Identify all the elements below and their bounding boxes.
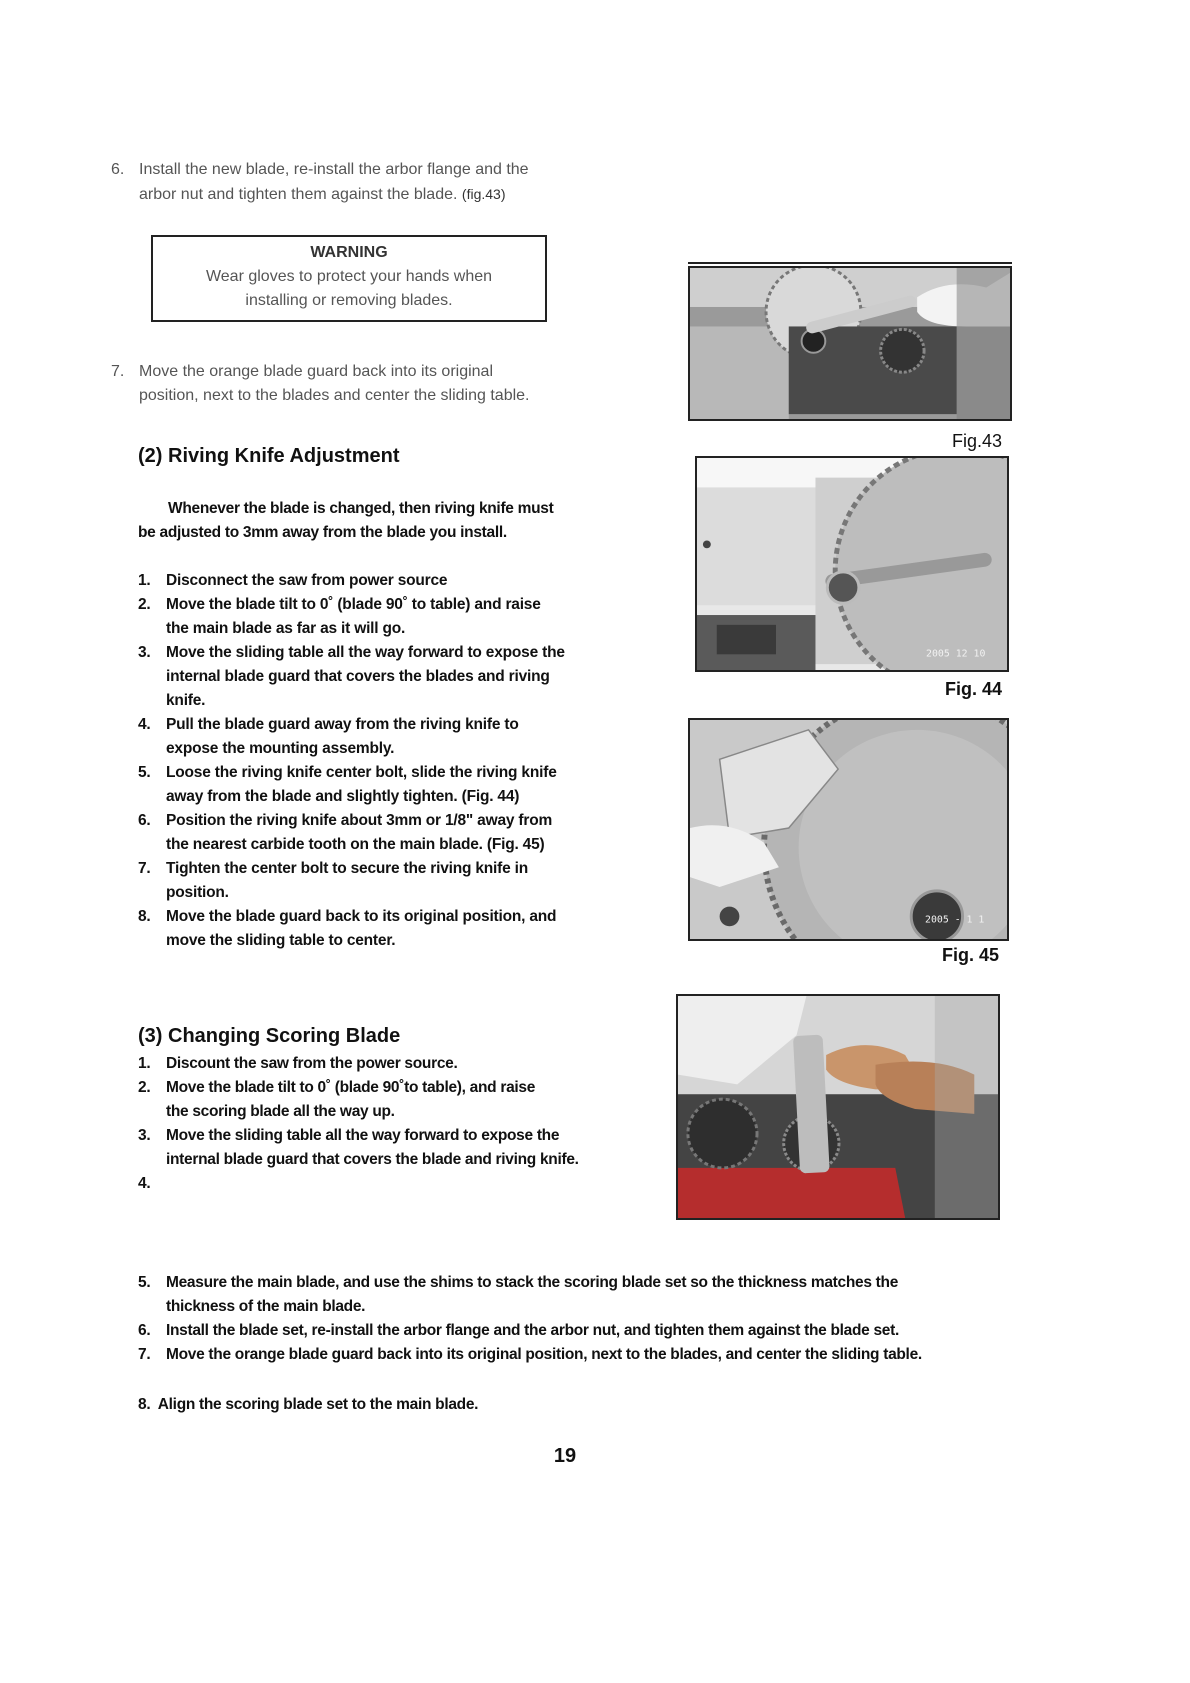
figure-43-photo [688,266,1012,421]
section-heading-scoring: (3) Changing Scoring Blade [138,1025,401,1047]
list-item: 2. Move the blade tilt to 0˚ (blade 90˚ to table) and raise the main blade as far as it will go. [138,596,541,637]
list-item: 3. Move the sliding table all the way forward to expose the internal blade guard that covers the blades and riving knife. [138,644,565,709]
figure-45-photo [688,718,1009,941]
list-item: 2. Move the blade tilt to 0˚ (blade 90˚to table), and raise the scoring blade all the way up. [138,1079,536,1120]
divider [688,262,1012,264]
riving-steps [138,569,628,953]
list-item: 7. Move the orange blade guard back into its original position, next to the blades, and center the sliding table. [138,1346,922,1363]
date-stamp: 2005 - 1 1 [925,914,985,926]
figure-44-caption: Fig. 44 [945,679,1003,699]
scoring-steps [138,1052,658,1196]
figure-44-photo [695,456,1009,672]
page-number: 19 [553,1445,577,1467]
list-item: 5. Loose the riving knife center bolt, slide the riving knife away from the blade and slightly tighten. (Fig. 44) [138,764,557,805]
list-item: 6. Install the new blade, re-install the arbor flange and the arbor nut and tighten them against the blade. (fig.43) [111,161,529,203]
section-heading-riving: (2) Riving Knife Adjustment [138,445,400,467]
figure-43-caption: Fig.43 [952,431,1003,451]
list-item: 7. Tighten the center bolt to secure the riving knife in position. [138,860,529,901]
list-item: 4. Pull the blade guard away from the riving knife to expose the mounting assembly. [138,716,519,757]
list-item: 7. Move the orange blade guard back into its original position, next to the blades and center the sliding table. [111,363,530,404]
list-item: 8. Move the blade guard back to its original position, and move the sliding table to center. [138,908,557,949]
figure-45-caption: Fig. 45 [942,945,1000,965]
riving-knife-gap-photo [690,720,1007,939]
scoring-blade-wrench-photo [678,996,998,1218]
saw-wrench-photo [690,268,1010,419]
list-item: 5. Measure the main blade, and use the shims to stack the scoring blade set so the thickness matches the thickness of the main blade. [138,1274,899,1315]
scoring-steps-wide [138,1271,978,1367]
riving-knife-wrench-photo [697,458,1007,670]
list-item: 4. [138,1175,151,1192]
list-item: 3. Move the sliding table all the way forward to expose the internal blade guard that covers the blade and riving knife. [138,1127,579,1168]
step-list-guard [111,360,611,408]
warning-box: WARNING Wear gloves to protect your hands when installing or removing blades. [151,235,547,322]
riving-intro: Whenever the blade is changed, then riving knife must be adjusted to 3mm away from the blade you install. [138,500,554,541]
list-item: 1. Discount the saw from the power source. [138,1055,458,1072]
date-stamp: 2005 12 10 [926,648,986,660]
warning-title: WARNING [310,244,388,261]
list-item: 6. Install the blade set, re-install the arbor flange and the arbor nut, and tighten them against the blade set. [138,1322,899,1339]
list-item: 1. Disconnect the saw from power source [138,572,448,589]
list-item: 6. Position the riving knife about 3mm or 1/8" away from the nearest carbide tooth on the main blade. (Fig. 45) [138,812,553,853]
scoring-step-8: 8. Align the scoring blade set to the main blade. [138,1396,479,1413]
step-list-install [111,158,601,207]
figure-scoring-photo [676,994,1000,1220]
